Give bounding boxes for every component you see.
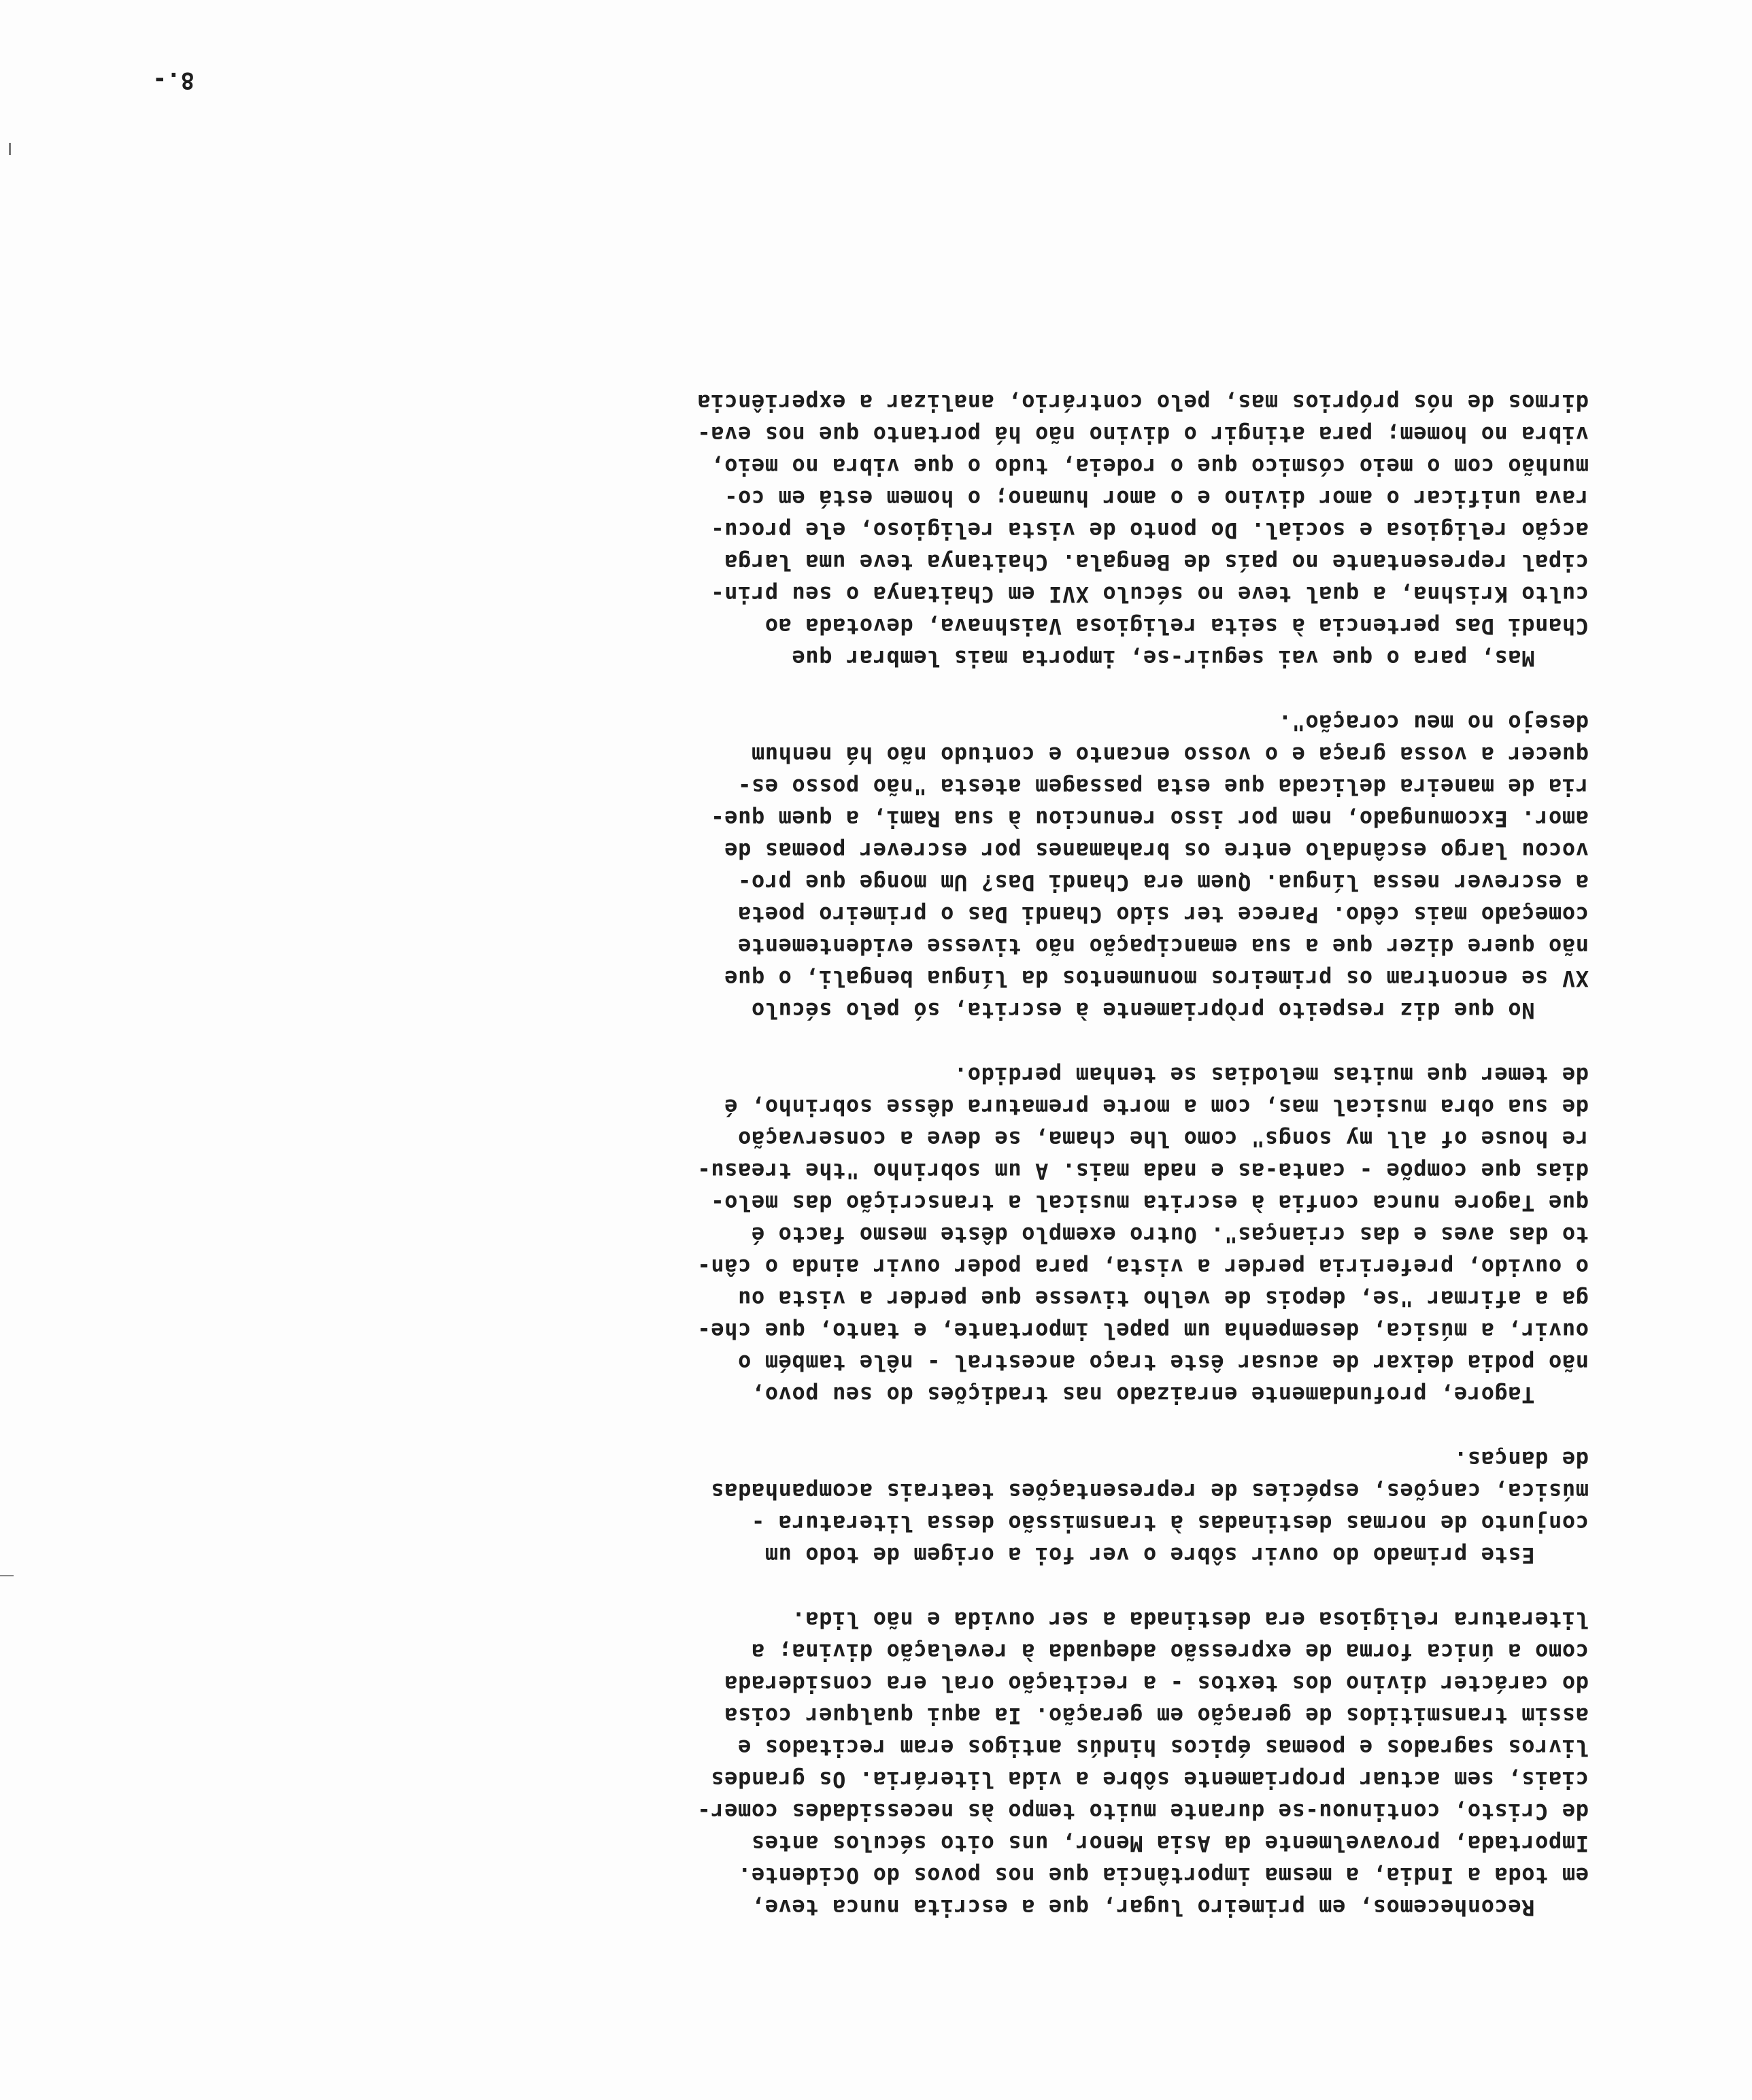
text-line: munhão com o meio cósmico que o rodeia, tudo o que vibra no meio, (710, 454, 1589, 479)
margin-mark (0, 1575, 14, 1576)
text-line: cipal representante no país de Bengala. Chaitanya teve uma larga (724, 549, 1589, 575)
edge-mark (9, 143, 11, 155)
text-line: quecer a vossa graça e o vosso encanto e contudo não há nenhum (751, 742, 1589, 768)
text-line: Importada, provavelmente da Asia Menor, uns oito séculos antes (751, 1831, 1589, 1857)
text-line: ria de maneira delicada que esta passagem atesta "não posso es- (737, 774, 1589, 800)
paragraph (242, 386, 1589, 674)
text-line: acção religiosa e social. Do ponto de vista religioso, ele procu- (710, 518, 1589, 543)
text-line: ga a afirmar "se, depois de velho tivesse que perder a vista ou (737, 1286, 1589, 1312)
typed-text-body (242, 354, 1589, 1923)
text-line: começado mais cêdo. Parece ter sido Chandi Das o primeiro poeta (737, 902, 1589, 928)
text-line: dirmos de nós próprios mas, pelo contrário, analizar a experiência (696, 390, 1589, 416)
text-line: amor. Excomungado, nem por isso renunciou à sua Rami, a quem que- (710, 806, 1589, 832)
text-line: desejo no meu coração". (1278, 710, 1589, 736)
text-line: vibra no homem; para atingir o divino não há portanto que nos eva- (696, 422, 1589, 447)
text-line: conjunto de normas destinadas à transmissão dessa literatura - (751, 1510, 1589, 1536)
text-line: Reconhecemos, em primeiro lugar, que a escrita nunca teve, (751, 1895, 1589, 1920)
text-line: rava unificar o amor divino e o amor humano; o homem está em co- (724, 486, 1589, 511)
text-line: não quere dizer que a sua emancipação não tivesse evidentemente (737, 934, 1589, 960)
text-line: assim transmitidos de geração em geração. Ia aqui qualquer coisa (724, 1703, 1589, 1729)
text-line: XV se encontram os primeiros monumentos da língua bengali, o que (724, 966, 1589, 992)
text-line: que Tagore nunca confia à escrita musical a transcrição das melo- (710, 1190, 1589, 1216)
text-line: livros sagrados e poemas épicos hindús antigos eram recitados e (737, 1735, 1589, 1761)
paragraph (242, 1604, 1589, 1923)
text-line: como a única forma de expressão adequada à revelação divina; a (751, 1639, 1589, 1665)
text-line: em toda a India, a mesma importância que nos povos do Ocidente. (737, 1863, 1589, 1889)
text-line: ciais, sem actuar propriamente sôbre a vida literária. Os grandes (710, 1767, 1589, 1793)
text-line: re house of all my songs" como lhe chama, se deve a conservação (737, 1126, 1589, 1152)
text-line: do carácter divino dos textos - a recitação oral era considerada (724, 1671, 1589, 1697)
text-line: de danças. (1453, 1446, 1589, 1472)
text-line: a escrever nessa língua. Quem era Chandi Das? Um monge que pro- (737, 870, 1589, 896)
text-line: Chandi Das pertencia à seita religiosa Vaishnava, devotada ao (764, 613, 1589, 639)
paragraph (242, 1059, 1589, 1410)
text-line: dias que compõe - canta-as e nada mais. A um sobrinho "the treasu- (696, 1158, 1589, 1184)
text-line: Mas, para o que vai seguir-se, importa mais lembrar que (791, 645, 1589, 671)
text-line: música, canções, espécies de representações teatrais acompanhadas (710, 1478, 1589, 1504)
text-line: vocou largo escândalo entre os brahamanes por escrever poemas de (724, 838, 1589, 864)
text-line: o ouvido, preferiria perder a vista, para poder ouvir ainda o cân- (696, 1254, 1589, 1280)
page-number: 8.- (152, 67, 195, 94)
text-line: ouvir, a música, desempenha um papel importante, e tanto, que che- (696, 1318, 1589, 1344)
text-line: Este primado do ouvir sôbre o ver foi a origem de todo um (764, 1542, 1589, 1568)
text-line: literatura religiosa era destinada a ser ouvida e não lida. (791, 1607, 1589, 1633)
paragraph (242, 707, 1589, 1026)
text-line: não podia deixar de acusar êste traço ancestral - nêle também o (737, 1350, 1589, 1376)
text-line: de sua obra musical mas, com a morte prematura dêsse sobrinho, é (724, 1094, 1589, 1120)
text-line: de Cristo, continuou-se durante muito tempo às necessidades comer- (696, 1799, 1589, 1825)
text-line: to das aves e das crianças". Outro exemplo dêste mesmo facto é (751, 1222, 1589, 1248)
paragraph (242, 1443, 1589, 1571)
text-line: No que diz respeito pròpriamente à escrita, só pelo século (751, 998, 1589, 1023)
text-line: culto Krishna, a qual teve no século XVI em Chaitanya o seu prin- (710, 581, 1589, 607)
text-line: de temer que muitas melodias se tenham perdido. (954, 1062, 1589, 1088)
text-line: Tagore, profundamente enraizado nas tradições do seu povo, (751, 1382, 1589, 1408)
